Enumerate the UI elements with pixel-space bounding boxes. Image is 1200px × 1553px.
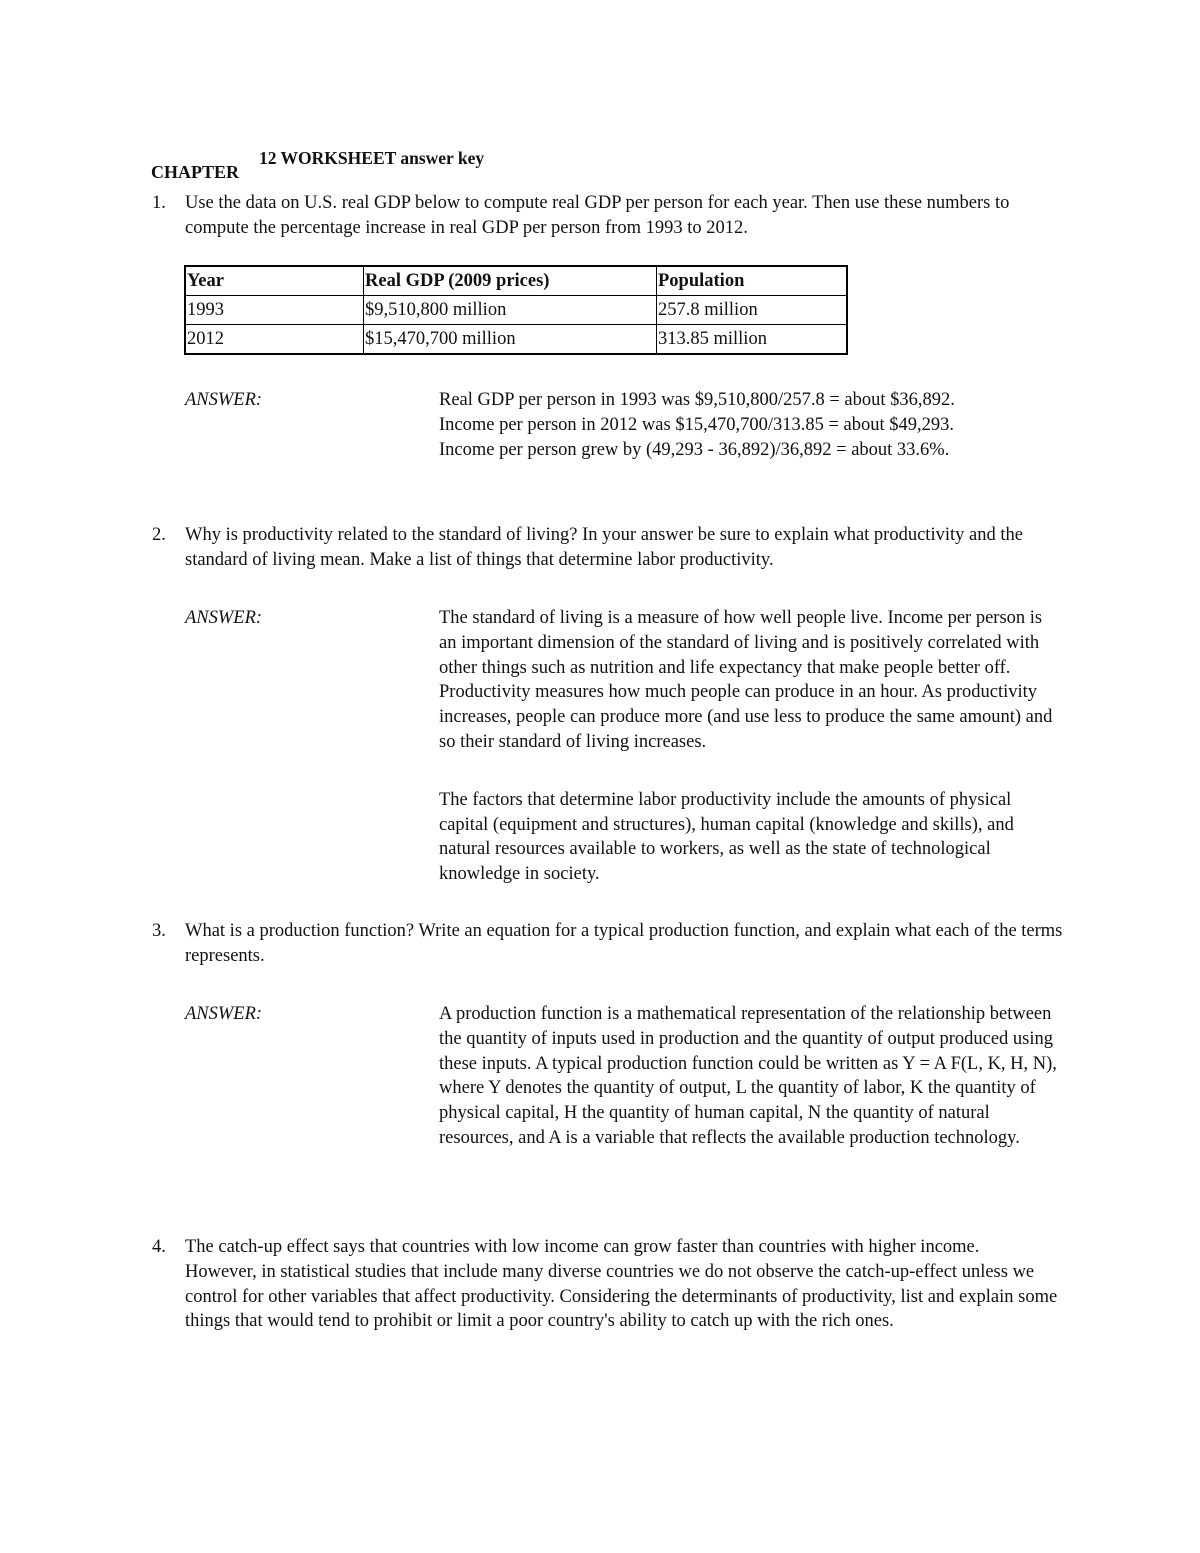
question-text: What is a production function? Write an equation for a typical production function, and explain what each of the terms represents. (185, 921, 1063, 966)
answer-paragraph: The factors that determine labor productivity include the amounts of physical capital (equipment and structures), human capital (knowledge and skills), and natural resources available to workers, as well as the state of technological knowledge in society. (439, 789, 1014, 885)
question-2 (152, 523, 1067, 573)
question-text: Why is productivity related to the standard of living? In your answer be sure to explain what productivity and the standard of living mean. Make a list of things that determine labor productivity. (185, 525, 1023, 570)
question-number: 1. (152, 193, 166, 213)
table-cell: 1993 (185, 296, 364, 325)
answer-label: ANSWER: (185, 390, 263, 410)
gdp-table (184, 265, 848, 355)
answer-3 (185, 1002, 1075, 1151)
title-chapter: CHAPTER (151, 162, 240, 182)
table-row (185, 296, 847, 325)
table-cell: $9,510,800 million (364, 296, 657, 325)
column-header: Year (185, 266, 364, 296)
question-3 (152, 919, 1067, 969)
column-header: Population (657, 266, 848, 296)
question-text (185, 1235, 1067, 1334)
question-number: 2. (152, 525, 166, 545)
question-text-part: The catch-up effect says that countries with low income can grow faster than countries with higher income. (185, 1237, 980, 1257)
answer-label: ANSWER: (185, 608, 263, 628)
question-text-part: However, in statistical studies that include many diverse countries we do not observe the catch-up-effect unless we control for other variables that affect productivity. Considering the determinants of productivity, list and explain some things that would tend to prohibit or limit a poor country's ability to catch up with the rich ones. (185, 1261, 1058, 1332)
answer-body (439, 1002, 1064, 1151)
table-cell: $15,470,700 million (364, 325, 657, 355)
table-cell: 257.8 million (657, 296, 848, 325)
answer-2 (185, 606, 1075, 887)
question-number: 4. (152, 1237, 166, 1257)
table-cell: 2012 (185, 325, 364, 355)
title-rest: 12 WORKSHEET answer key (259, 148, 485, 168)
answer-line: Income per person grew by (49,293 - 36,892)/36,892 = about 33.6%. (439, 439, 950, 460)
question-number: 3. (152, 921, 166, 941)
table-header-row (185, 266, 847, 296)
answer-paragraph: The standard of living is a measure of how well people live. Income per person is an important dimension of the standard of living and is positively correlated with other things such as nutrition and life expectancy that make people better off. Productivity measures how much people can produce in an hour. As productivity increases, people can produce more (and use less to produce the same amount) and so their standard of living increases. (439, 608, 1053, 752)
answer-paragraph: A production function is a mathematical representation of the relationship between the quantity of inputs used in production and the quantity of output produced using these inputs. A typical production function could be written as Y = A F(L, K, H, N), where Y denotes the quantity of output, L the quantity of labor, K the quantity of physical capital, H the quantity of human capital, N the quantity of natural resources, and A is a variable that reflects the available production technology. (439, 1004, 1057, 1148)
question-4 (152, 1235, 1067, 1334)
table-row (185, 325, 847, 355)
answer-line: Real GDP per person in 1993 was $9,510,800/257.8 = about $36,892. (439, 390, 955, 410)
table-cell: 313.85 million (657, 325, 848, 355)
answer-body (439, 388, 1064, 462)
answer-1 (185, 388, 1075, 462)
answer-line: Income per person in 2012 was $15,470,700/313.85 = about $49,293. (439, 414, 955, 435)
column-header: Real GDP (2009 prices) (364, 266, 657, 296)
question-1 (152, 191, 1067, 241)
answer-body (439, 606, 1064, 887)
answer-label: ANSWER: (185, 1004, 263, 1024)
question-text: Use the data on U.S. real GDP below to compute real GDP per person for each year. Then use these numbers to compute the percentage increase in real GDP per person from 1993 to 2012. (185, 193, 1010, 238)
